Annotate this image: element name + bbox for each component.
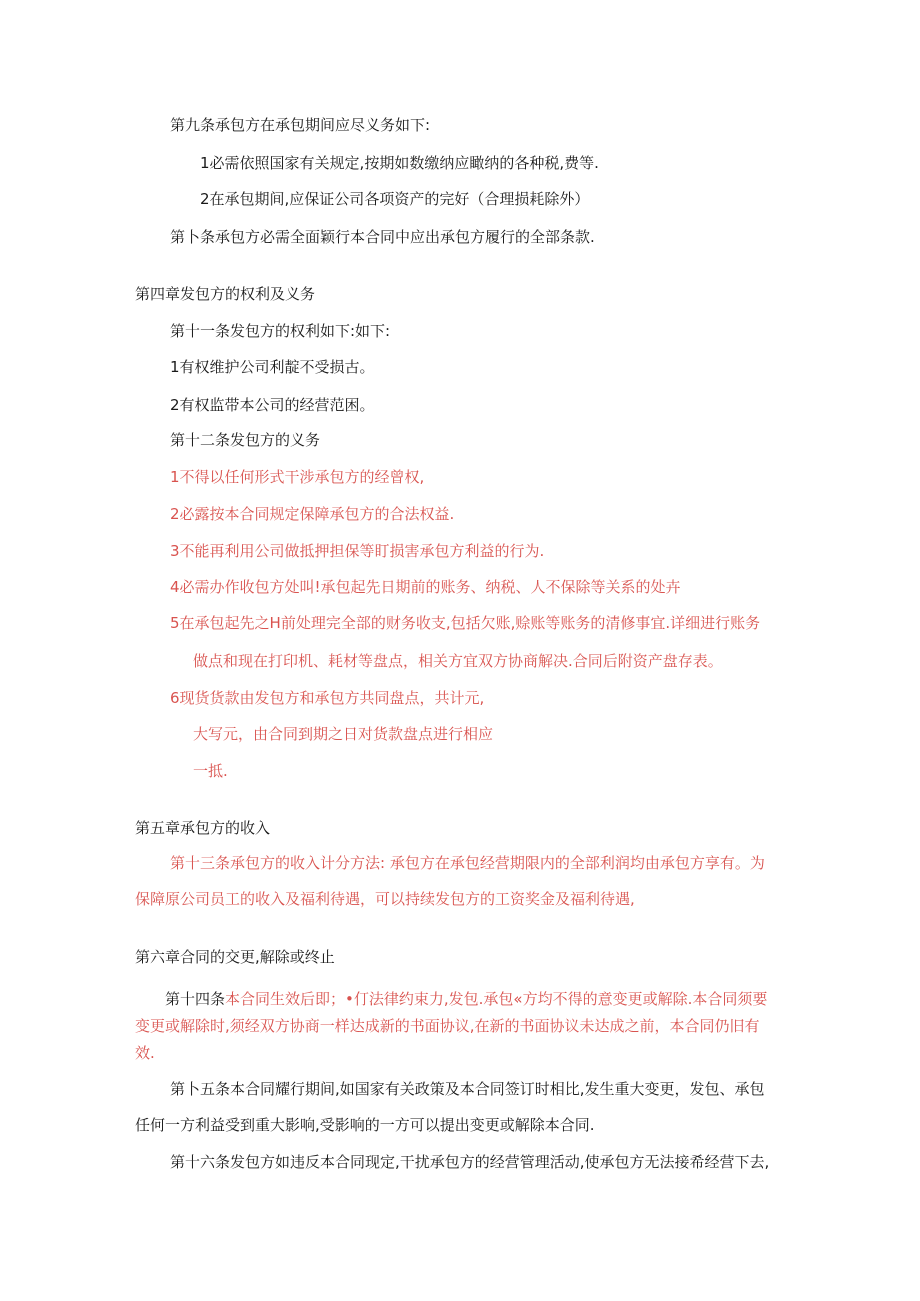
- article-12-item-6-line-3: 一抵.: [193, 762, 228, 780]
- article-15-line-1: 第卜五条本合同耀行期间,如国家有关政策及本合同签订时相比,发生重大变更，发包、承包: [170, 1080, 765, 1098]
- article-12-title: 第十二条发包方的义务: [170, 431, 321, 449]
- article-12-item-6-line-2: 大写元，由合同到期之日对货款盘点进行相应: [193, 725, 494, 743]
- article-11-item-2: 2有权监带本公司的经营范困。: [170, 396, 375, 414]
- article-11-item-1: 1有权维护公司利靛不受损古。: [170, 358, 375, 376]
- article-11-title: 第十一条发包方的权利如下:如下:: [170, 322, 391, 340]
- article-12-item-5-line-1: 5在承包起先之H前处理完全部的财务收支,包括欠账,赊账等账务的清修事宜.详细进行账务: [170, 614, 761, 632]
- article-9-title: 第九条承包方在承包期间应尽义务如下:: [170, 116, 431, 134]
- article-14-line-1-text: 本合同生效后即；•仃法律约束力,发包.承包«方均不得的意变更或解除.本合同须要: [225, 990, 768, 1008]
- article-9-item-1: 1必需依照国家有关规定,按期如数缴纳应瞰纳的各种税,费等.: [200, 154, 599, 172]
- article-13-line-1: 第十三条承包方的收入计分方法: 承包方在承包经营期限内的全部利润均由承包方享有。为: [170, 854, 765, 872]
- article-12-item-2: 2必露按本合同规定保障承包方的合法权益.: [170, 505, 455, 523]
- article-12-item-1: 1不得以任何形式干涉承包方的经曾权,: [170, 468, 425, 486]
- chapter-5-heading: 第五章承包方的收入: [135, 819, 271, 837]
- article-14-line-1: [165, 989, 767, 1009]
- article-14-line-3: 效.: [135, 1044, 155, 1062]
- article-12-item-6-line-1: 6现货货款由发包方和承包方共同盘点，共计元,: [170, 689, 485, 707]
- article-12-item-5-line-2: 做点和现在打印机、耗材等盘点，相关方宜双方协商解决.合同后附资产盘存表。: [193, 652, 723, 670]
- article-12-item-3: 3不能再利用公司做抵押担保等盯损害承包方利益的行为.: [170, 542, 545, 560]
- chapter-4-heading: 第四章发包方的权利及义务: [135, 285, 316, 303]
- article-15-line-2: 任何一方利益受到重大影响,受影响的一方可以提出变更或解除本合同.: [135, 1116, 595, 1134]
- article-10: 第卜条承包方必需全面颖行本合同中应出承包方履行的全部条款.: [170, 228, 595, 246]
- article-9-item-2: 2在承包期间,应保证公司各项资产的完好（合理损耗除外）: [200, 190, 590, 208]
- article-14-line-2: 变更或解除时,须经双方协商一样达成新的书面协议,在新的书面协议未达成之前，本合同仍旧有: [135, 1017, 760, 1035]
- article-14-prefix: 第十四条: [165, 990, 226, 1008]
- article-13-line-2: 保障原公司员工的收入及福利待遇，可以持续发包方的工资奖金及福利待遇,: [135, 890, 635, 908]
- article-12-item-4: 4必需办作收包方处叫!承包起先日期前的账务、纳税、人不保除等关系的处卉: [170, 578, 681, 596]
- article-16-line-1: 第十六条发包方如违反本合同现定,干扰承包方的经营管理活动,使承包方无法接希经营下去,: [170, 1153, 770, 1171]
- chapter-6-heading: 第六章合同的交更,解除或终止: [135, 948, 335, 966]
